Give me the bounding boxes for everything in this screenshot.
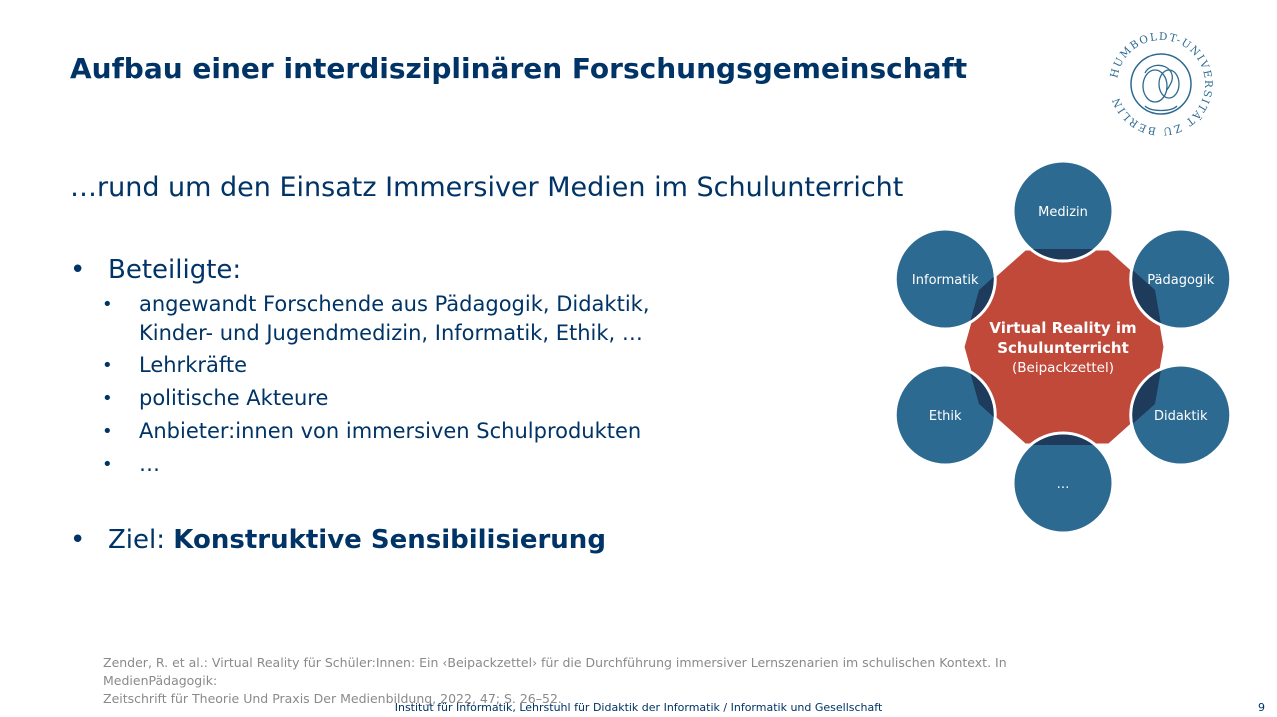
center-label-line3: (Beipackzettel) <box>1012 360 1114 376</box>
node-more <box>1013 433 1113 533</box>
bullet-dot: • <box>102 355 113 376</box>
sub-bullet-text: politische Akteure <box>139 386 329 410</box>
goal-prefix: Ziel: <box>108 525 166 555</box>
center-label-line2: Schulunterricht <box>997 339 1129 357</box>
reference-line-1: Zender, R. et al.: Virtual Reality für Schüler:Innen: Ein ‹Beipackzettel› für die Durchführung immersiver Lernszenarien im schulischen Kontext. In MedienPädagogik: <box>103 655 1007 688</box>
bullet-dot: • <box>102 454 113 475</box>
reference-line-2: Zeitschrift für Theorie Und Praxis Der Medienbildung, 2022, 47; S. 26–52. <box>103 691 562 706</box>
sub-bullet-text: … <box>139 452 160 476</box>
node-label: Ethik <box>928 409 962 424</box>
goal-emphasis: Konstruktive Sensibilisierung <box>173 525 606 555</box>
bullet-dot: • <box>70 255 86 285</box>
node-label: Didaktik <box>1153 409 1208 424</box>
svg-text:HUMBOLDT-UNIVERSITÄT ZU BERLIN: HUMBOLDT-UNIVERSITÄT ZU BERLIN <box>1108 30 1215 138</box>
slide-title: Aufbau einer interdisziplinären Forschungsgemeinschaft <box>70 52 968 85</box>
sub-bullet-text: angewandt Forschende aus Pädagogik, Didaktik, <box>139 292 650 316</box>
node-ethik <box>895 365 995 465</box>
sub-bullet-text: Kinder- und Jugendmedizin, Informatik, Ethik, … <box>139 321 643 345</box>
bullet-dot: • <box>102 388 113 409</box>
node-label: … <box>1056 477 1070 492</box>
bullet-dot: • <box>102 421 113 442</box>
node-label: Pädagogik <box>1147 273 1215 288</box>
footer-text: Institut für Informatik, Lehrstuhl für Didaktik der Informatik / Informatik und Gesellschaft <box>394 701 883 714</box>
stakeholder-diagram <box>890 155 1240 540</box>
node-paedagogik <box>1131 229 1231 329</box>
node-didaktik <box>1131 365 1231 465</box>
sub-bullet-text: Anbieter:innen von immersiven Schulprodukten <box>139 419 642 443</box>
bullet-participants-label: Beteiligte: <box>108 255 242 285</box>
center-label-line1: Virtual Reality im <box>989 319 1137 337</box>
sub-bullet-text: Lehrkräfte <box>139 353 248 377</box>
slide-subtitle: …rund um den Einsatz Immersiver Medien im Schulunterricht <box>70 172 904 203</box>
node-label: Medizin <box>1038 205 1088 220</box>
page-number: 9 <box>1258 701 1265 714</box>
university-seal <box>1105 28 1217 140</box>
bullet-dot: • <box>102 294 113 315</box>
bullet-goal-text <box>108 525 606 555</box>
bullet-dot: • <box>70 525 86 555</box>
node-medizin <box>1013 161 1113 261</box>
node-informatik <box>895 229 995 329</box>
reference <box>103 654 1123 708</box>
node-label: Informatik <box>911 273 979 288</box>
